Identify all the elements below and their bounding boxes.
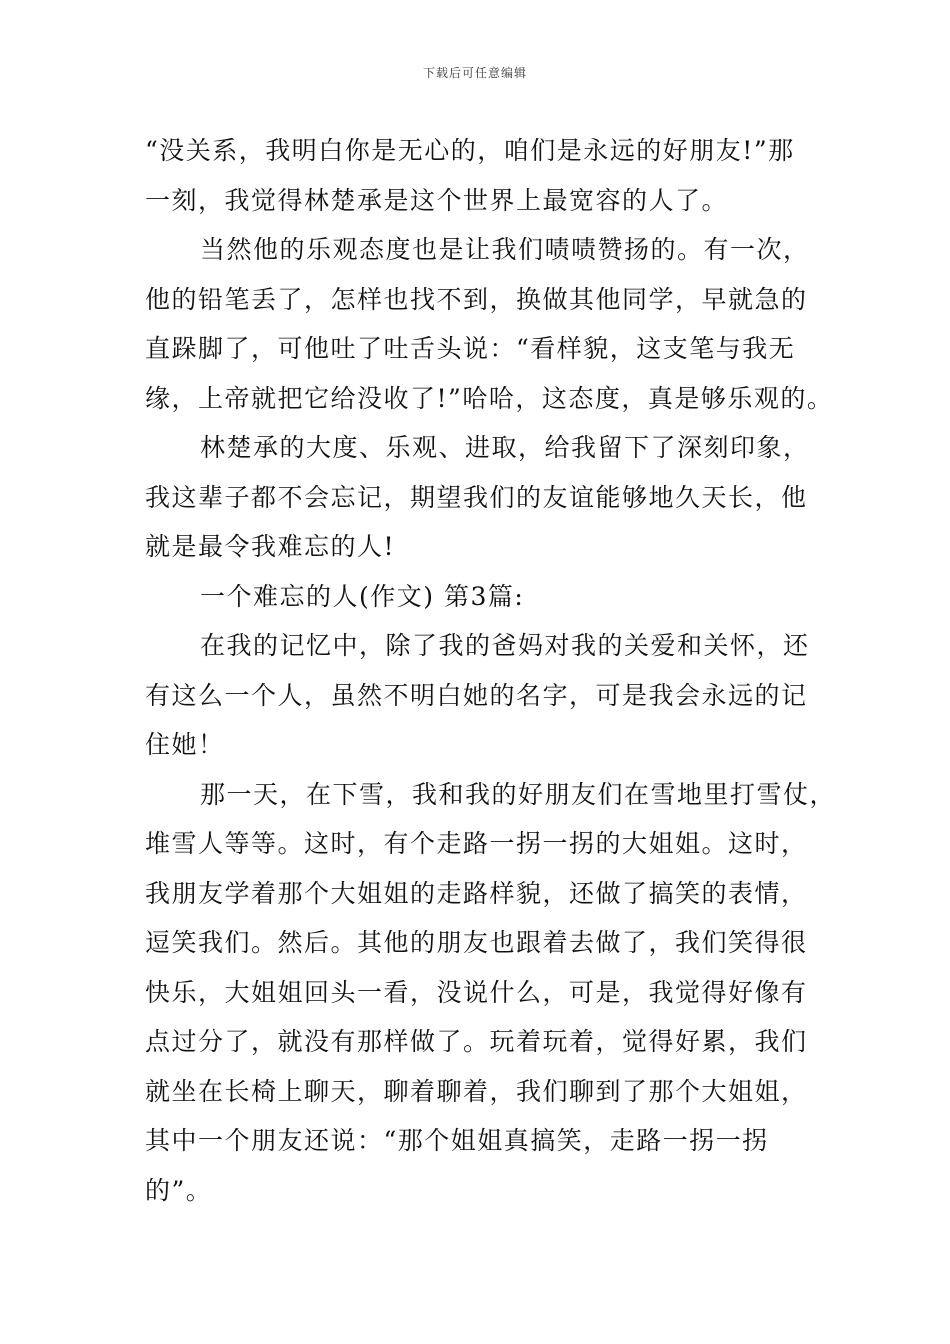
document-body [145,126,837,1215]
text-line: 就坐在长椅上聊天，聊着聊着，我们聊到了那个大姐姐， [145,1076,808,1106]
text-line: 那一天，在下雪，我和我的好朋友们在雪地里打雪仗， [200,779,837,809]
text-line: 逗笑我们。然后。其他的朋友也跟着去做了，我们笑得很 [145,928,808,957]
heading-line: 一个难忘的人(作文) 第3篇: [200,581,525,611]
text-line: “没关系，我明白你是无心的，咱们是永远的好朋友!”那 [145,136,795,165]
text-line: 直跺脚了，可他吐了吐舌头说：“看样貌，这支笔与我无 [145,334,796,363]
text-line: 其中一个朋友还说：“那个姐姐真搞笑，走路一拐一拐 [145,1126,769,1155]
paragraph-4 [145,621,810,770]
text-line: 就是最令我难忘的人! [145,532,396,561]
section-heading [145,572,810,622]
text-line: 点过分了，就没有那样做了。玩着玩着，觉得好累，我们 [145,1027,808,1056]
page-header: 下载后可任意编辑 [422,66,527,80]
text-line: 快乐，大姐姐回头一看，没说什么，可是，我觉得好像有 [145,977,808,1007]
paragraph-2 [145,225,834,423]
text-line: 我这辈子都不会忘记，期望我们的友谊能够地久天长，他 [145,482,808,512]
text-line: 当然他的乐观态度也是让我们啧啧赞扬的。有一次， [200,235,810,264]
text-line: 堆雪人等等。这时，有个走路一拐一拐的大姐姐。这时， [145,829,808,858]
paragraph-5 [145,770,837,1216]
text-line: 的”。 [145,1175,213,1205]
text-line: 缘，上帝就把它给没收了!”哈哈，这态度，真是够乐观的。 [145,383,834,413]
text-line: 有这么一个人，虽然不明白她的名字，可是我会永远的记 [145,680,808,710]
paragraph-3 [145,423,810,572]
text-line: 一刻，我觉得林楚承是这个世界上最宽容的人了。 [145,185,729,215]
text-line: 住她！ [145,730,225,759]
text-line: 林楚承的大度、乐观、进取，给我留下了深刻印象， [200,433,810,462]
paragraph-1 [145,126,810,225]
text-line: 他的铅笔丢了，怎样也找不到，换做其他同学，早就急的 [145,284,808,314]
text-line: 在我的记忆中，除了我的爸妈对我的关爱和关怀，还 [200,631,810,660]
text-line: 我朋友学着那个大姐姐的走路样貌，还做了搞笑的表情， [145,878,808,908]
